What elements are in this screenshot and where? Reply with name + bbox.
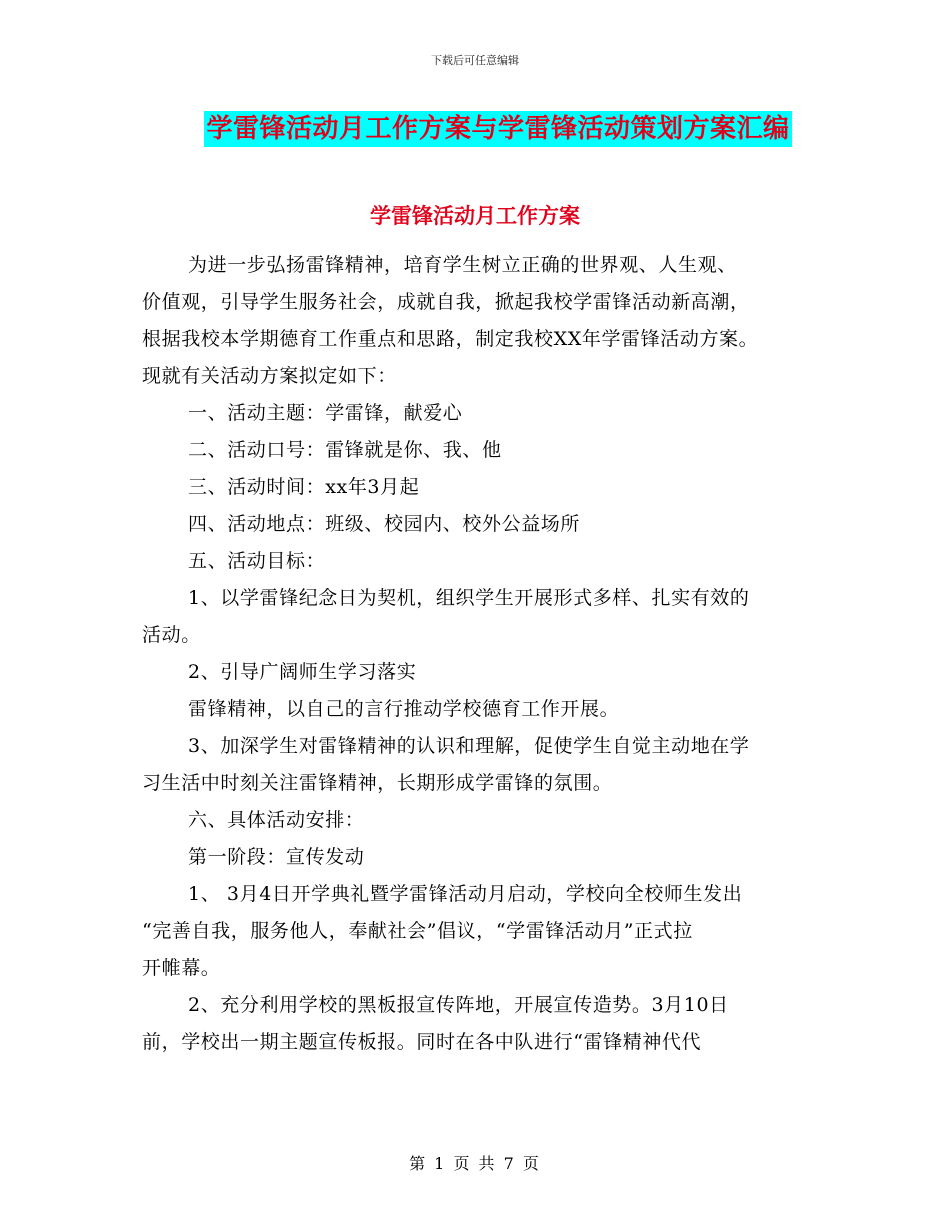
- body-text-line: 五、活动目标：: [188, 550, 326, 572]
- body-text-line: 习生活中时刻关注雷锋精神，长期形成学雷锋的氛围。: [142, 772, 613, 794]
- body-text-line: 四、活动地点：班级、校园内、校外公益场所: [188, 513, 581, 535]
- body-text-line: 3、加深学生对雷锋精神的认识和理解，促使学生自觉主动地在学: [188, 735, 750, 757]
- body-text-line: 开帷幕。: [142, 957, 221, 979]
- page-header-note: 下载后可任意编辑: [431, 54, 519, 67]
- body-text-line: 现就有关活动方案拟定如下：: [142, 365, 397, 387]
- body-text-line: 第一阶段：宣传发动: [188, 846, 365, 868]
- document-title: 学雷锋活动月工作方案与学雷锋活动策划方案汇编: [204, 111, 791, 147]
- document-body: [142, 247, 822, 1061]
- body-text-line: 根据我校本学期德育工作重点和思路，制定我校XX年学雷锋活动方案。: [142, 328, 759, 350]
- body-text-line: “完善自我，服务他人，奉献社会”倡议，“学雷锋活动月”正式拉: [142, 920, 693, 942]
- body-text-line: 价值观，引导学生服务社会，成就自我，掀起我校学雷锋活动新高潮，: [142, 291, 750, 313]
- section-title: 学雷锋活动月工作方案: [370, 204, 580, 228]
- body-text-line: 六、具体活动安排：: [188, 809, 365, 831]
- body-text-line: 为进一步弘扬雷锋精神，培育学生树立正确的世界观、人生观、: [188, 254, 737, 276]
- body-text-line: 1、 3月4日开学典礼暨学雷锋活动月启动，学校向全校师生发出: [188, 883, 743, 905]
- body-text-line: 三、活动时间：xx年3月起: [188, 476, 420, 498]
- body-text-line: 2、引导广阔师生学习落实: [188, 661, 417, 683]
- page-number-footer: 第 1 页 共 7 页: [409, 1154, 541, 1173]
- body-text-line: 1、以学雷锋纪念日为契机，组织学生开展形式多样、扎实有效的: [188, 587, 750, 609]
- document-title-container: [0, 111, 950, 147]
- body-text-line: 前，学校出一期主题宣传板报。同时在各中队进行“雷锋精神代代: [142, 1031, 702, 1053]
- body-text-line: 一、活动主题：学雷锋，献爱心: [188, 402, 463, 424]
- body-text-line: 活动。: [142, 624, 201, 646]
- body-text-line: 雷锋精神，以自己的言行推动学校德育工作开展。: [188, 698, 620, 720]
- body-text-line: 2、充分利用学校的黑板报宣传阵地，开展宣传造势。3月10日: [188, 994, 729, 1016]
- body-text-line: 二、活动口号：雷锋就是你、我、他: [188, 439, 502, 461]
